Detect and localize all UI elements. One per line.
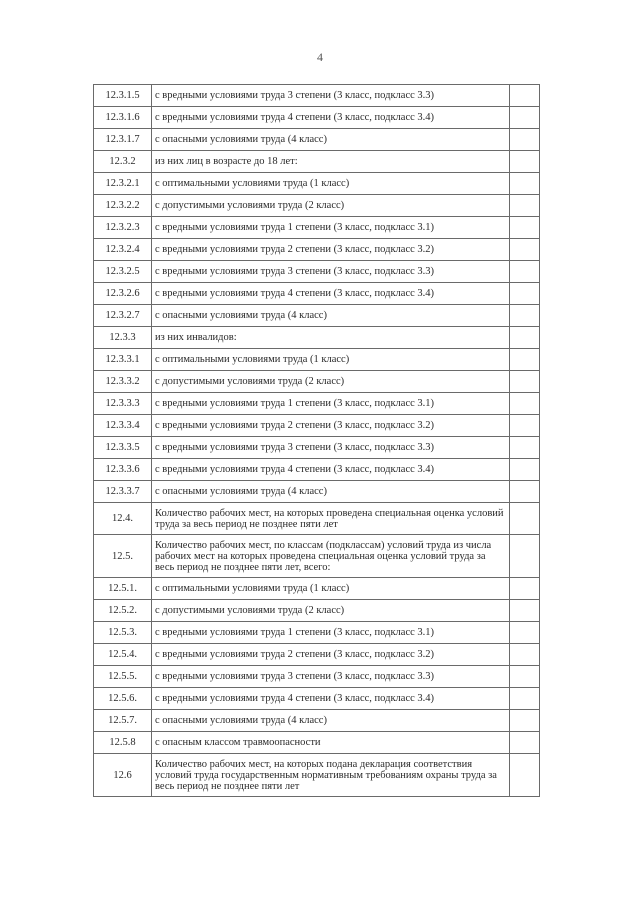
row-number: 12.3.2.4 — [94, 239, 152, 261]
table-row — [94, 107, 540, 129]
table-row — [94, 195, 540, 217]
row-number: 12.3.3.2 — [94, 371, 152, 393]
row-description: с вредными условиями труда 4 степени (3 класс, подкласс 3.4) — [152, 688, 510, 710]
row-value-cell[interactable] — [510, 481, 540, 503]
table-row — [94, 283, 540, 305]
row-number: 12.5.3. — [94, 622, 152, 644]
row-value-cell[interactable] — [510, 371, 540, 393]
row-description: с опасными условиями труда (4 класс) — [152, 129, 510, 151]
row-description: с вредными условиями труда 2 степени (3 класс, подкласс 3.2) — [152, 239, 510, 261]
row-value-cell[interactable] — [510, 261, 540, 283]
row-description: с вредными условиями труда 1 степени (3 класс, подкласс 3.1) — [152, 622, 510, 644]
row-value-cell[interactable] — [510, 283, 540, 305]
table-row — [94, 666, 540, 688]
row-value-cell[interactable] — [510, 644, 540, 666]
row-value-cell[interactable] — [510, 415, 540, 437]
row-description: с вредными условиями труда 4 степени (3 класс, подкласс 3.4) — [152, 107, 510, 129]
row-number: 12.5.4. — [94, 644, 152, 666]
table-row — [94, 151, 540, 173]
row-description: с опасными условиями труда (4 класс) — [152, 305, 510, 327]
table-row — [94, 327, 540, 349]
row-number: 12.3.2.1 — [94, 173, 152, 195]
row-value-cell[interactable] — [510, 85, 540, 107]
row-number: 12.3.3.3 — [94, 393, 152, 415]
table-row — [94, 217, 540, 239]
row-value-cell[interactable] — [510, 195, 540, 217]
row-number: 12.5.7. — [94, 710, 152, 732]
row-description: с вредными условиями труда 3 степени (3 класс, подкласс 3.3) — [152, 261, 510, 283]
table-row — [94, 239, 540, 261]
row-description: с вредными условиями труда 4 степени (3 класс, подкласс 3.4) — [152, 459, 510, 481]
table-row — [94, 393, 540, 415]
row-description: с вредными условиями труда 3 степени (3 класс, подкласс 3.3) — [152, 437, 510, 459]
row-number: 12.6 — [94, 754, 152, 797]
row-value-cell[interactable] — [510, 305, 540, 327]
table-row — [94, 459, 540, 481]
table-row — [94, 622, 540, 644]
row-number: 12.3.2.6 — [94, 283, 152, 305]
table-row — [94, 754, 540, 797]
row-description: с допустимыми условиями труда (2 класс) — [152, 600, 510, 622]
row-description: с вредными условиями труда 1 степени (3 класс, подкласс 3.1) — [152, 393, 510, 415]
row-value-cell[interactable] — [510, 688, 540, 710]
row-number: 12.3.3.1 — [94, 349, 152, 371]
row-value-cell[interactable] — [510, 622, 540, 644]
row-number: 12.5.1. — [94, 578, 152, 600]
table-row — [94, 535, 540, 578]
row-value-cell[interactable] — [510, 710, 540, 732]
row-value-cell[interactable] — [510, 459, 540, 481]
row-value-cell[interactable] — [510, 535, 540, 578]
row-number: 12.3.3.7 — [94, 481, 152, 503]
row-value-cell[interactable] — [510, 217, 540, 239]
row-value-cell[interactable] — [510, 754, 540, 797]
table-row — [94, 129, 540, 151]
table-row — [94, 85, 540, 107]
table-row — [94, 503, 540, 535]
indicator-table — [93, 84, 540, 797]
row-description: с оптимальными условиями труда (1 класс) — [152, 578, 510, 600]
row-value-cell[interactable] — [510, 666, 540, 688]
row-number: 12.3.2.7 — [94, 305, 152, 327]
row-description: с вредными условиями труда 2 степени (3 класс, подкласс 3.2) — [152, 415, 510, 437]
row-description: с допустимыми условиями труда (2 класс) — [152, 195, 510, 217]
row-number: 12.3.2.5 — [94, 261, 152, 283]
table-row — [94, 578, 540, 600]
row-value-cell[interactable] — [510, 349, 540, 371]
table-row — [94, 371, 540, 393]
row-value-cell[interactable] — [510, 578, 540, 600]
row-description: Количество рабочих мест, на которых подана декларация соответствия условий труда государственным нормативным требованиям охраны труда за весь период не позднее пяти лет — [152, 754, 510, 797]
row-number: 12.3.3.6 — [94, 459, 152, 481]
row-value-cell[interactable] — [510, 129, 540, 151]
row-number: 12.3.3.5 — [94, 437, 152, 459]
row-number: 12.5.8 — [94, 732, 152, 754]
row-value-cell[interactable] — [510, 503, 540, 535]
row-description: из них инвалидов: — [152, 327, 510, 349]
row-number: 12.5.2. — [94, 600, 152, 622]
table-row — [94, 173, 540, 195]
row-number: 12.3.1.5 — [94, 85, 152, 107]
row-value-cell[interactable] — [510, 151, 540, 173]
table-row — [94, 261, 540, 283]
row-number: 12.3.2.3 — [94, 217, 152, 239]
row-value-cell[interactable] — [510, 437, 540, 459]
row-description: с оптимальными условиями труда (1 класс) — [152, 173, 510, 195]
row-description: с вредными условиями труда 1 степени (3 класс, подкласс 3.1) — [152, 217, 510, 239]
row-description: из них лиц в возрасте до 18 лет: — [152, 151, 510, 173]
row-number: 12.5.6. — [94, 688, 152, 710]
row-number: 12.5. — [94, 535, 152, 578]
row-description: с вредными условиями труда 4 степени (3 класс, подкласс 3.4) — [152, 283, 510, 305]
row-description: с допустимыми условиями труда (2 класс) — [152, 371, 510, 393]
row-number: 12.5.5. — [94, 666, 152, 688]
row-number: 12.4. — [94, 503, 152, 535]
table-row — [94, 644, 540, 666]
row-description: с опасными условиями труда (4 класс) — [152, 481, 510, 503]
table-row — [94, 349, 540, 371]
table-row — [94, 415, 540, 437]
table-row — [94, 481, 540, 503]
table-row — [94, 710, 540, 732]
row-number: 12.3.1.6 — [94, 107, 152, 129]
row-description: с опасными условиями труда (4 класс) — [152, 710, 510, 732]
table-row — [94, 600, 540, 622]
row-value-cell[interactable] — [510, 173, 540, 195]
row-value-cell[interactable] — [510, 732, 540, 754]
row-description: с вредными условиями труда 2 степени (3 класс, подкласс 3.2) — [152, 644, 510, 666]
row-value-cell[interactable] — [510, 393, 540, 415]
row-description: с оптимальными условиями труда (1 класс) — [152, 349, 510, 371]
row-number: 12.3.3 — [94, 327, 152, 349]
row-number: 12.3.3.4 — [94, 415, 152, 437]
row-description: с вредными условиями труда 3 степени (3 класс, подкласс 3.3) — [152, 85, 510, 107]
table-row — [94, 732, 540, 754]
page-number: 4 — [317, 50, 323, 64]
row-description: с вредными условиями труда 3 степени (3 класс, подкласс 3.3) — [152, 666, 510, 688]
table-row — [94, 688, 540, 710]
row-number: 12.3.2 — [94, 151, 152, 173]
row-description: с опасным классом травмоопасности — [152, 732, 510, 754]
table-row — [94, 437, 540, 459]
row-value-cell[interactable] — [510, 239, 540, 261]
table-row — [94, 305, 540, 327]
row-value-cell[interactable] — [510, 107, 540, 129]
row-value-cell[interactable] — [510, 600, 540, 622]
row-number: 12.3.2.2 — [94, 195, 152, 217]
row-number: 12.3.1.7 — [94, 129, 152, 151]
row-value-cell[interactable] — [510, 327, 540, 349]
row-description: Количество рабочих мест, по классам (подклассам) условий труда из числа рабочих мест на которых проведена специальная оценка условий труда за весь период не позднее пяти лет, всего: — [152, 535, 510, 578]
row-description: Количество рабочих мест, на которых проведена специальная оценка условий труда за весь период не позднее пяти лет — [152, 503, 510, 535]
